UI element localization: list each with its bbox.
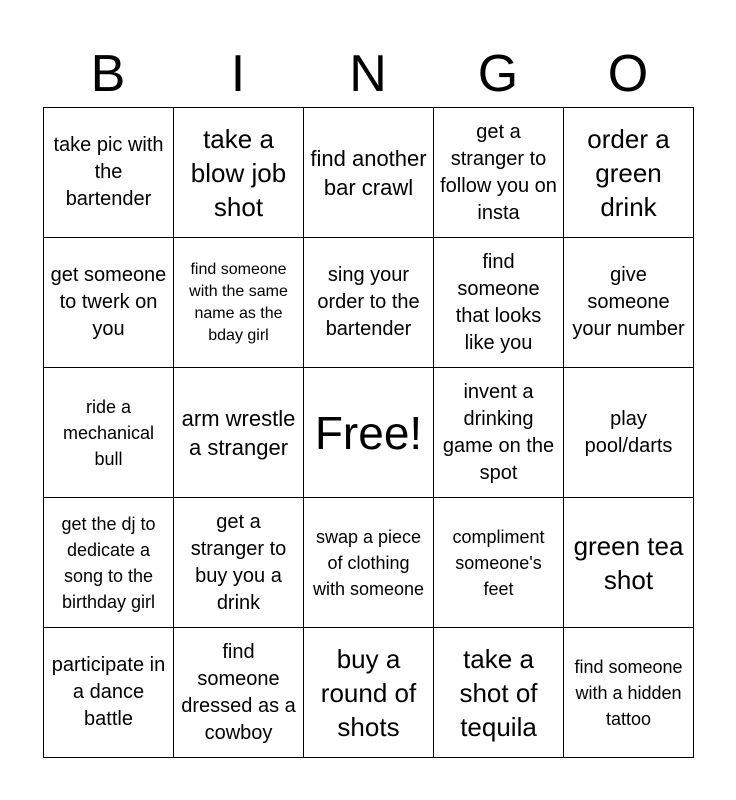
cell-text: find someone with a hidden tattoo — [574, 656, 683, 729]
bingo-cell[interactable] — [434, 238, 564, 368]
bingo-cell[interactable] — [174, 368, 304, 498]
bingo-cell[interactable] — [434, 498, 564, 628]
bingo-cell[interactable] — [564, 628, 694, 758]
cell-text: buy a round of shots — [320, 643, 417, 742]
bingo-card-grid — [43, 107, 694, 758]
bingo-cell[interactable] — [304, 108, 434, 238]
bingo-cell[interactable] — [564, 498, 694, 628]
bingo-cell[interactable] — [304, 628, 434, 758]
bingo-cell[interactable] — [174, 628, 304, 758]
header-letter-b: B — [90, 45, 126, 103]
bingo-cell[interactable] — [174, 108, 304, 238]
bingo-cell[interactable] — [304, 498, 434, 628]
bingo-cell[interactable] — [564, 108, 694, 238]
cell-text: find someone that looks like you — [455, 250, 542, 354]
cell-text: order a green drink — [587, 123, 670, 222]
cell-text: take a shot of tequila — [459, 643, 538, 742]
cell-text: ride a mechanical bull — [62, 396, 155, 469]
bingo-cell[interactable] — [174, 238, 304, 368]
cell-text: get a stranger to buy you a drink — [190, 510, 287, 614]
bingo-cell[interactable] — [44, 368, 174, 498]
free-space-text: Free! — [314, 406, 423, 459]
bingo-cell[interactable] — [434, 628, 564, 758]
bingo-cell[interactable] — [434, 368, 564, 498]
header-letter-g: G — [477, 45, 519, 103]
cell-text: compliment someone's feet — [452, 526, 545, 599]
bingo-cell[interactable] — [304, 238, 434, 368]
bingo-cell[interactable] — [44, 628, 174, 758]
cell-text: participate in a dance battle — [51, 654, 166, 730]
free-space-cell[interactable] — [304, 368, 434, 498]
cell-text: invent a drinking game on the spot — [442, 380, 555, 484]
bingo-header — [43, 40, 693, 108]
cell-text: find someone with the same name as the bday girl — [189, 260, 288, 344]
cell-text: play pool/darts — [584, 407, 673, 457]
cell-text: sing your order to the bartender — [317, 264, 420, 340]
header-letter-n: N — [349, 45, 387, 103]
cell-text: get a stranger to follow you on insta — [440, 120, 557, 224]
cell-text: get someone to twerk on you — [50, 264, 167, 340]
cell-text: find another bar crawl — [310, 145, 427, 200]
header-letter-i: I — [230, 45, 246, 103]
cell-text: take pic with the bartender — [53, 134, 164, 210]
bingo-cell[interactable] — [564, 238, 694, 368]
bingo-cell[interactable] — [44, 108, 174, 238]
bingo-cell[interactable] — [564, 368, 694, 498]
cell-text: arm wrestle a stranger — [181, 405, 296, 460]
cell-text: get the dj to dedicate a song to the birthday girl — [61, 513, 156, 612]
cell-text: take a blow job shot — [190, 123, 287, 222]
bingo-cell[interactable] — [434, 108, 564, 238]
cell-text: give someone your number — [572, 264, 685, 340]
cell-text: find someone dressed as a cowboy — [181, 640, 296, 744]
header-letter-o: O — [607, 45, 649, 103]
bingo-cell[interactable] — [44, 498, 174, 628]
cell-text: green tea shot — [573, 530, 684, 595]
bingo-cell[interactable] — [44, 238, 174, 368]
bingo-cell[interactable] — [174, 498, 304, 628]
cell-text: swap a piece of clothing with someone — [312, 526, 425, 599]
